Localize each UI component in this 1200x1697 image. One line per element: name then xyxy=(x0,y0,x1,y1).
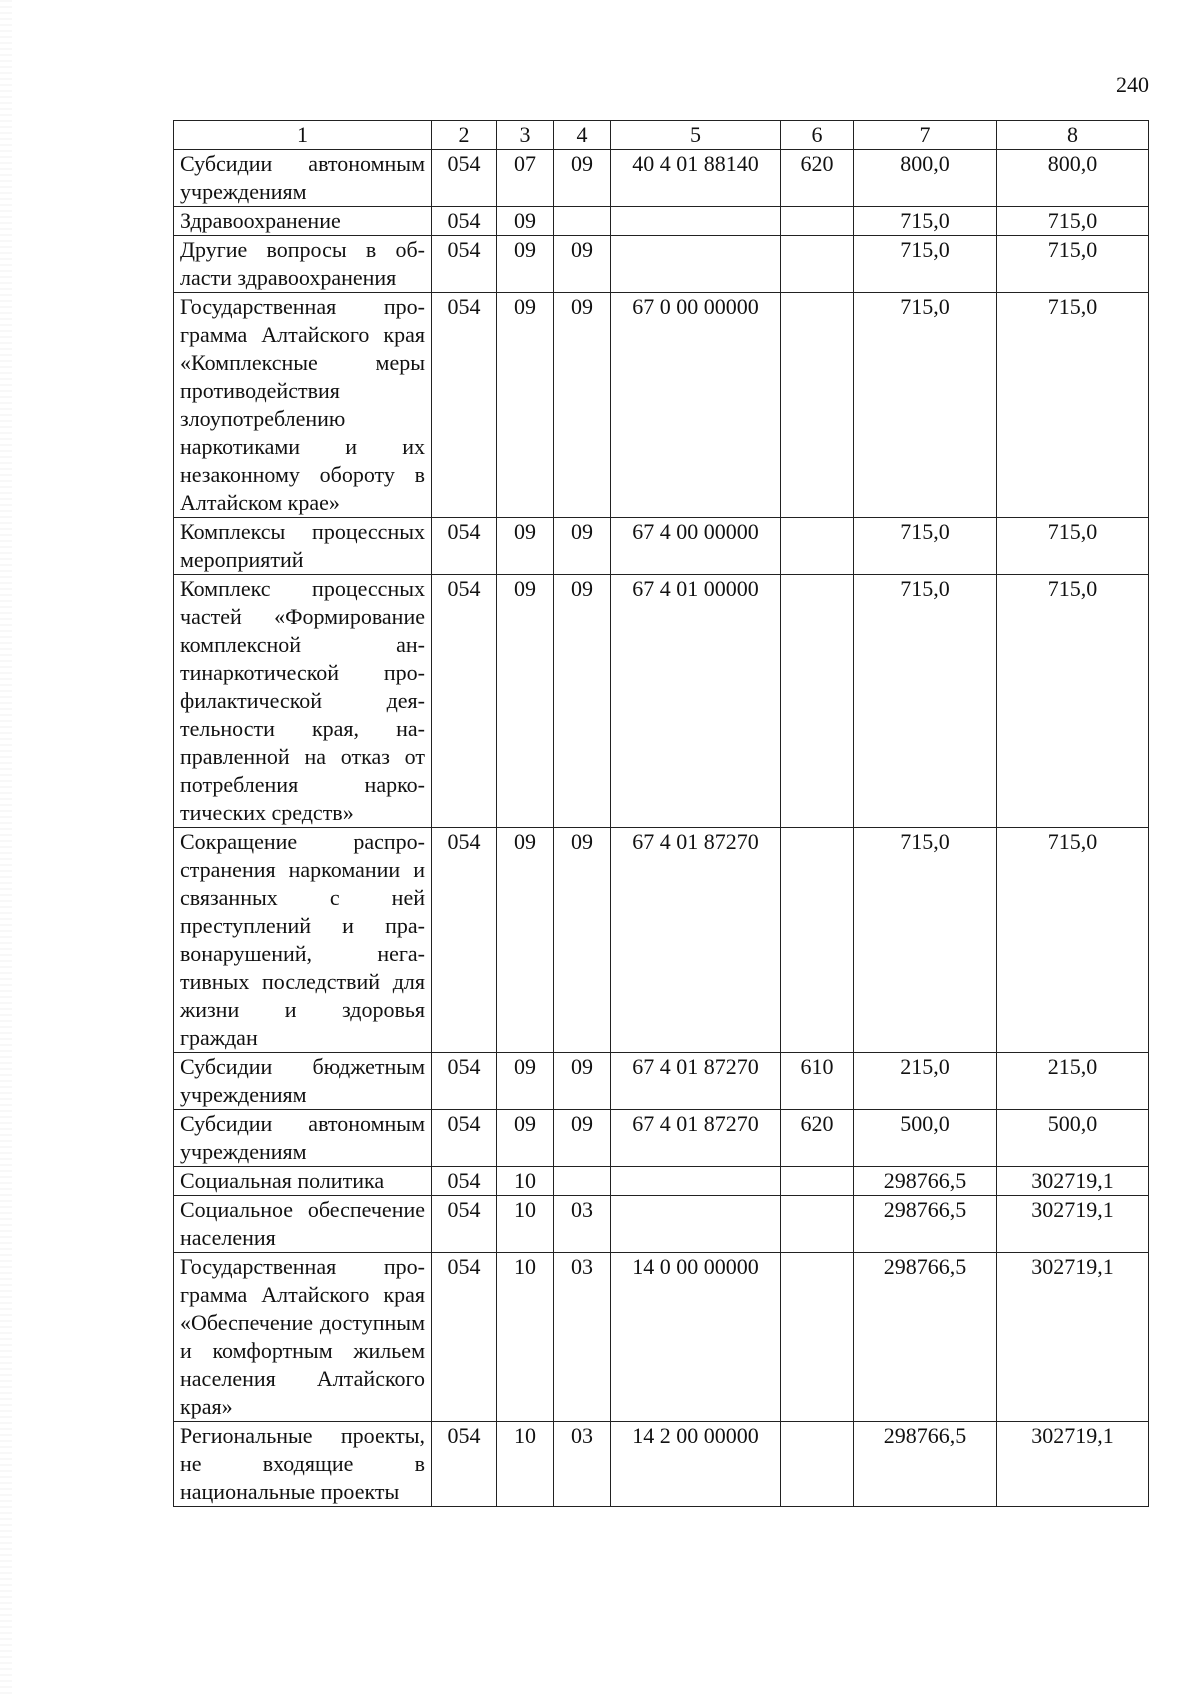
item-name-cell: Субсидии автономным учреждениям xyxy=(174,1110,432,1167)
table-row xyxy=(174,1110,1149,1167)
target-article-cell: 67 0 00 00000 xyxy=(611,293,781,518)
item-name-cell: Другие вопросы в области здравоохранения xyxy=(174,236,432,293)
item-name-cell: Здравоохранение xyxy=(174,207,432,236)
table-row xyxy=(174,1253,1149,1422)
section-cell: 09 xyxy=(497,1110,554,1167)
admin-code-cell: 054 xyxy=(432,1196,497,1253)
amount-year1-cell: 215,0 xyxy=(854,1053,997,1110)
header-row xyxy=(174,121,1149,150)
amount-year1-cell: 715,0 xyxy=(854,207,997,236)
section-cell: 09 xyxy=(497,828,554,1053)
amount-year1-cell: 298766,5 xyxy=(854,1253,997,1422)
expense-type-cell: 610 xyxy=(781,1053,854,1110)
admin-code-cell: 054 xyxy=(432,236,497,293)
section-cell: 09 xyxy=(497,236,554,293)
amount-year2-cell: 715,0 xyxy=(997,575,1149,828)
page-number: 240 xyxy=(1116,72,1149,97)
expense-type-cell xyxy=(781,293,854,518)
expense-type-cell xyxy=(781,207,854,236)
subsection-cell xyxy=(554,207,611,236)
header-cell: 1 xyxy=(174,121,432,150)
amount-year2-cell: 715,0 xyxy=(997,518,1149,575)
amount-year2-cell: 715,0 xyxy=(997,236,1149,293)
amount-year1-cell: 800,0 xyxy=(854,150,997,207)
amount-year1-cell: 298766,5 xyxy=(854,1422,997,1507)
expense-type-cell: 620 xyxy=(781,1110,854,1167)
expense-type-cell xyxy=(781,575,854,828)
amount-year1-cell: 715,0 xyxy=(854,828,997,1053)
target-article-cell: 14 2 00 00000 xyxy=(611,1422,781,1507)
target-article-cell: 67 4 01 87270 xyxy=(611,828,781,1053)
subsection-cell: 09 xyxy=(554,1110,611,1167)
amount-year1-cell: 298766,5 xyxy=(854,1196,997,1253)
admin-code-cell: 054 xyxy=(432,1110,497,1167)
item-name-cell: Социальная политика xyxy=(174,1167,432,1196)
section-cell: 10 xyxy=(497,1196,554,1253)
amount-year2-cell: 302719,1 xyxy=(997,1253,1149,1422)
table-row xyxy=(174,1167,1149,1196)
amount-year2-cell: 715,0 xyxy=(997,207,1149,236)
section-cell: 09 xyxy=(497,207,554,236)
expense-type-cell xyxy=(781,518,854,575)
header-cell: 6 xyxy=(781,121,854,150)
table-row xyxy=(174,1422,1149,1507)
admin-code-cell: 054 xyxy=(432,828,497,1053)
header-cell: 5 xyxy=(611,121,781,150)
admin-code-cell: 054 xyxy=(432,575,497,828)
section-cell: 09 xyxy=(497,518,554,575)
target-article-cell xyxy=(611,236,781,293)
item-name-cell: Государственная программа Алтайского края «Комплексные меры противодействия злоупотреблению наркотиками и их незаконному обороту в Алтайском крае» xyxy=(174,293,432,518)
admin-code-cell: 054 xyxy=(432,293,497,518)
header-cell: 8 xyxy=(997,121,1149,150)
subsection-cell xyxy=(554,1167,611,1196)
target-article-cell: 67 4 00 00000 xyxy=(611,518,781,575)
target-article-cell: 67 4 01 00000 xyxy=(611,575,781,828)
target-article-cell xyxy=(611,1167,781,1196)
admin-code-cell: 054 xyxy=(432,1053,497,1110)
expense-type-cell: 620 xyxy=(781,150,854,207)
target-article-cell xyxy=(611,207,781,236)
item-name-cell: Региональные проекты, не входящие в национальные проекты xyxy=(174,1422,432,1507)
expense-type-cell xyxy=(781,828,854,1053)
section-cell: 10 xyxy=(497,1422,554,1507)
header-cell: 2 xyxy=(432,121,497,150)
expense-type-cell xyxy=(781,1167,854,1196)
amount-year2-cell: 500,0 xyxy=(997,1110,1149,1167)
target-article-cell: 67 4 01 87270 xyxy=(611,1053,781,1110)
amount-year2-cell: 215,0 xyxy=(997,1053,1149,1110)
table-row xyxy=(174,518,1149,575)
table-row xyxy=(174,236,1149,293)
admin-code-cell: 054 xyxy=(432,1422,497,1507)
section-cell: 09 xyxy=(497,575,554,828)
amount-year1-cell: 500,0 xyxy=(854,1110,997,1167)
amount-year2-cell: 302719,1 xyxy=(997,1167,1149,1196)
subsection-cell: 03 xyxy=(554,1196,611,1253)
amount-year1-cell: 715,0 xyxy=(854,518,997,575)
admin-code-cell: 054 xyxy=(432,518,497,575)
subsection-cell: 09 xyxy=(554,150,611,207)
header-cell: 3 xyxy=(497,121,554,150)
admin-code-cell: 054 xyxy=(432,150,497,207)
table-row xyxy=(174,150,1149,207)
table-row xyxy=(174,828,1149,1053)
amount-year2-cell: 715,0 xyxy=(997,293,1149,518)
subsection-cell: 09 xyxy=(554,1053,611,1110)
item-name-cell: Комплексы процессных мероприятий xyxy=(174,518,432,575)
amount-year2-cell: 800,0 xyxy=(997,150,1149,207)
amount-year1-cell: 715,0 xyxy=(854,236,997,293)
item-name-cell: Комплекс процессных частей «Формирование комплексной антинаркотической профилактической деятельности края, направленной на отказ от потребления наркотических средств» xyxy=(174,575,432,828)
subsection-cell: 09 xyxy=(554,293,611,518)
amount-year1-cell: 715,0 xyxy=(854,575,997,828)
target-article-cell xyxy=(611,1196,781,1253)
header-cell: 7 xyxy=(854,121,997,150)
subsection-cell: 03 xyxy=(554,1422,611,1507)
admin-code-cell: 054 xyxy=(432,207,497,236)
table-row xyxy=(174,293,1149,518)
target-article-cell: 40 4 01 88140 xyxy=(611,150,781,207)
table-row xyxy=(174,1196,1149,1253)
scan-edge xyxy=(0,0,12,1697)
amount-year1-cell: 715,0 xyxy=(854,293,997,518)
admin-code-cell: 054 xyxy=(432,1253,497,1422)
section-cell: 10 xyxy=(497,1253,554,1422)
item-name-cell: Государственная программа Алтайского края «Обеспечение доступным и комфортным жильем населения Алтайского края» xyxy=(174,1253,432,1422)
subsection-cell: 09 xyxy=(554,236,611,293)
table-row xyxy=(174,575,1149,828)
expense-type-cell xyxy=(781,236,854,293)
amount-year2-cell: 302719,1 xyxy=(997,1196,1149,1253)
amount-year2-cell: 302719,1 xyxy=(997,1422,1149,1507)
subsection-cell: 09 xyxy=(554,518,611,575)
amount-year1-cell: 298766,5 xyxy=(854,1167,997,1196)
section-cell: 09 xyxy=(497,293,554,518)
section-cell: 09 xyxy=(497,1053,554,1110)
amount-year2-cell: 715,0 xyxy=(997,828,1149,1053)
target-article-cell: 14 0 00 00000 xyxy=(611,1253,781,1422)
expense-type-cell xyxy=(781,1196,854,1253)
expense-type-cell xyxy=(781,1253,854,1422)
item-name-cell: Субсидии бюджетным учреждениям xyxy=(174,1053,432,1110)
item-name-cell: Социальное обеспечение населения xyxy=(174,1196,432,1253)
subsection-cell: 09 xyxy=(554,828,611,1053)
subsection-cell: 09 xyxy=(554,575,611,828)
target-article-cell: 67 4 01 87270 xyxy=(611,1110,781,1167)
section-cell: 07 xyxy=(497,150,554,207)
subsection-cell: 03 xyxy=(554,1253,611,1422)
admin-code-cell: 054 xyxy=(432,1167,497,1196)
table-row xyxy=(174,1053,1149,1110)
item-name-cell: Субсидии автономным учреждениям xyxy=(174,150,432,207)
table-body xyxy=(174,150,1149,1507)
item-name-cell: Сокращение распространения наркомании и связанных с ней преступлений и правонарушений, негативных последствий для жизни и здоровья граждан xyxy=(174,828,432,1053)
header-cell: 4 xyxy=(554,121,611,150)
expense-type-cell xyxy=(781,1422,854,1507)
budget-table xyxy=(173,120,1149,1507)
section-cell: 10 xyxy=(497,1167,554,1196)
table-row xyxy=(174,207,1149,236)
